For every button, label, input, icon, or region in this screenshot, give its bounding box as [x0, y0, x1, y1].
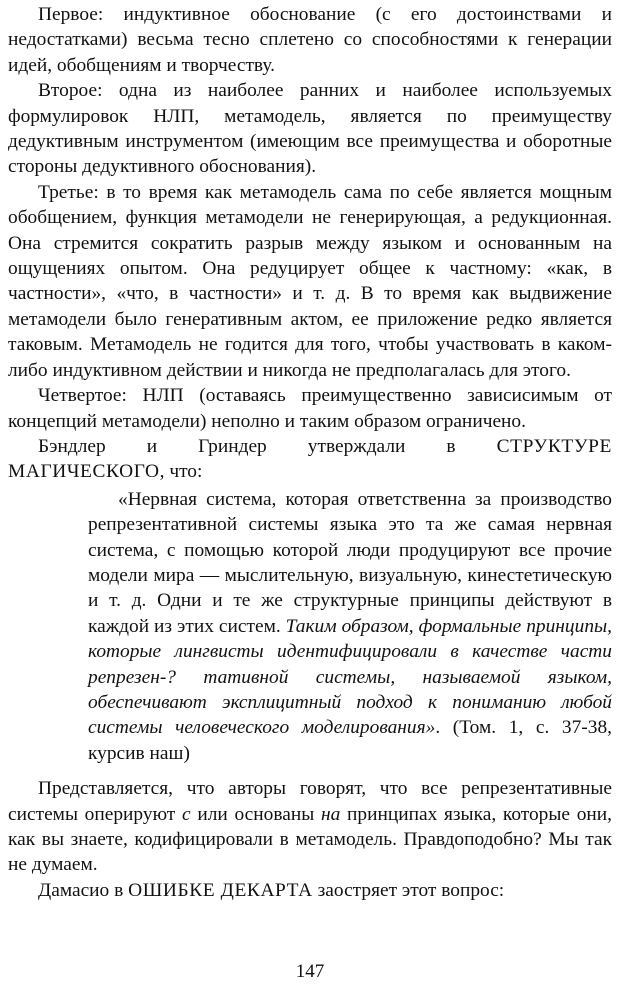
- book-title-magic: МАГИЧЕСКОГО: [8, 461, 160, 483]
- damasio-text-a: Дамасио в: [38, 879, 124, 901]
- quote-plain: «Нервная система, которая ответственна за производство репрезентативной системы языка это та же самая нервная система, с помощью которой люди продуцируют все прочие модели мира — мыслительную, визуальную, кинестетическую и т. д. Одни и те же структурные принципы действуют в каждой из этих систем.: [88, 488, 612, 637]
- emphasis-s: с: [182, 803, 191, 825]
- bandler-grinder-text: Бэндлер и Гриндер утверждали в: [38, 435, 456, 457]
- authors-text-c: принципах языка, которые они, как вы знаете, кодифицировали в метамодель. Правдоподобно? Мы так не думаем.: [8, 803, 613, 876]
- authors-text-b: или основаны: [197, 803, 315, 825]
- paragraph-second: Второе: одна из наиболее ранних и наиболее используемых формулировок НЛП, метамодель, является по преимуществу дедуктивным инструментом (имеющим все преимущества и оборотные стороны дедуктивного обоснования).: [8, 80, 612, 178]
- paragraph-damasio: [8, 878, 612, 903]
- quote-italic: Таким образом, формальные принципы, которые лингвисты идентифицировали в качестве части репрезен-? тативной системы, называемой языком, обеспечивают эксплицитный подход к пониманию любой системы человеческого моделирования»: [88, 615, 612, 739]
- paragraph-third: Третье: в то время как метамодель сама по себе является мощным обобщением, функция метамодели не генерирующая, а редукционная. Она стремится сократить разрыв между языком и основанным на ощущениях опытом. Она редуцирует общее к частному: «как, в частности», «что, в частности» и т. д. В то время как выдвижение метамодели было генеративным актом, ее приложение редко является таковым. Метамодель не годится для того, чтобы участвовать в каком-либо индуктивном действии и никогда не предполагалась для этого.: [8, 181, 612, 381]
- paragraph-fourth: Четвертое: НЛП (оставаясь преимущественно зависисимым от концепций метамодели) неполно и таким образом ограничено.: [8, 385, 612, 432]
- book-title-structure: СТРУКТУРЕ: [496, 435, 612, 457]
- paragraph-authors: [8, 776, 612, 878]
- damasio-text-b: заостряет этот вопрос:: [317, 879, 505, 901]
- bandler-grinder-end: , что:: [159, 461, 203, 483]
- quote-citation: . (Том. 1, с. 37-38, курсив наш): [88, 717, 612, 764]
- paragraph-bandler-grinder: [8, 434, 612, 459]
- emphasis-na: на: [320, 803, 341, 825]
- page-text: [8, 2, 612, 903]
- page-number: 147: [295, 961, 325, 982]
- paragraph-first: Первое: индуктивное обоснование (с его достоинствами и недостатками) весьма тесно сплетено со способностями к генерации идей, обобщениям и творчеству.: [8, 4, 612, 76]
- book-title-descartes: ОШИБКЕ ДЕКАРТА: [128, 879, 313, 901]
- block-quote: [88, 487, 612, 766]
- authors-text-a: Представляется, что авторы говорят, что все репрезентативные системы оперируют: [8, 778, 612, 825]
- paragraph-bandler-grinder-cont: [8, 459, 612, 484]
